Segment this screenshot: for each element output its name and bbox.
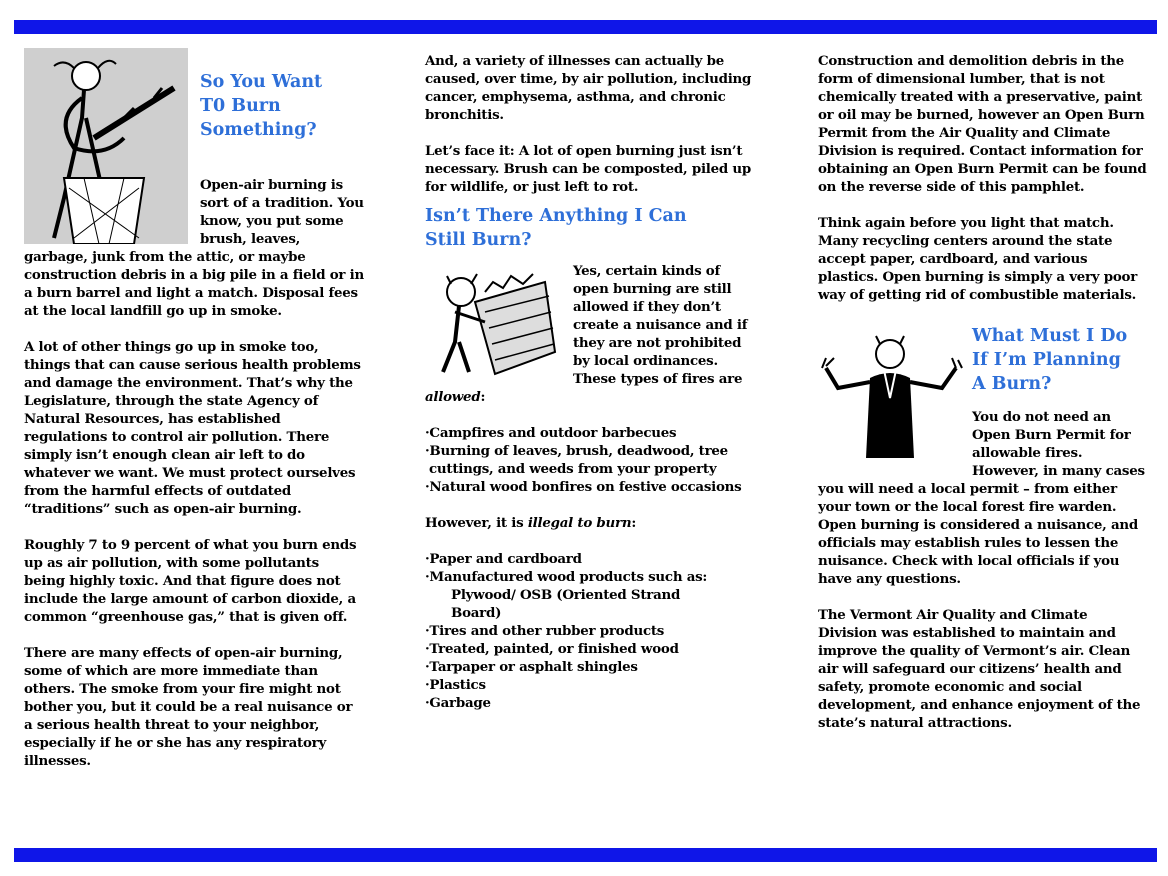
paragraph: You do not need an Open Burn Permit for allowable fires. However, in many cases you will need a local permit – from either your town or the local forest fire warden. Open burning is considered a nuisance, and officials may establish rules to lessen the nuisance. Check with local officials if you have any questions.: [818, 409, 1145, 587]
paragraph: Construction and demolition debris in the form of dimensional lumber, that is not chemically treated with a preservative, paint or oil may be burned, however an Open Burn Permit from the Air Quality and Climate Division is required. Contact information for obtaining an Open Burn Permit can be found on the reverse side of this pamphlet.: [818, 53, 1147, 195]
heading-line: Still Burn?: [425, 230, 532, 250]
paragraph: Roughly 7 to 9 percent of what you burn ends up as air pollution, with some pollutants being highly toxic. And that figure does not include the large amount of carbon dioxide, a common “greenhouse gas,” that is given off.: [24, 537, 357, 625]
heading-line: A Burn?: [972, 374, 1052, 394]
illegal-intro: [425, 514, 755, 532]
paragraph: Let’s face it: A lot of open burning just isn’t necessary. Brush can be composted, piled up for wildlife, or just left to rot.: [425, 143, 752, 195]
paragraph: A lot of other things go up in smoke too, things that can cause serious health problems and damage the environment. That’s why the Legislature, through the state Agency of Natural Resources, has established regulations to control air pollution. There simply isn’t enough clean air left to do whatever we want. We must protect ourselves from the harmful effects of outdated “traditions” such as open-air burning.: [24, 339, 361, 517]
man-with-barrel-illustration: [425, 262, 565, 380]
allowed-list: [425, 424, 755, 496]
paragraph: The Vermont Air Quality and Climate Division was established to maintain and improve the quality of Vermont’s air. Clean air will safeguard our citizens’ health and safety, promote economic and social development, and enhance enjoyment of the state’s natural attractions.: [818, 607, 1141, 731]
illegal-list: [425, 550, 755, 712]
list-item: ·Garbage: [425, 695, 491, 711]
shrugging-man-icon: [818, 328, 964, 468]
list-item: ·Natural wood bonfires on festive occasions: [425, 479, 742, 495]
heading-line: T0 Burn: [200, 96, 281, 116]
heading-line: So You Want: [200, 72, 323, 92]
text: :: [631, 515, 637, 531]
paragraph: There are many effects of open-air burning, some of which are more immediate than others. The smoke from your fire might not bother you, but it could be a real nuisance or a serious health threat to your neighbor, especially if he or she has any respiratory illnesses.: [24, 645, 353, 769]
paragraph: And, a variety of illnesses can actually be caused, over time, by air pollution, including cancer, emphysema, asthma, and chronic bronchitis.: [425, 53, 752, 123]
column-1: [24, 48, 364, 770]
column-3: [818, 52, 1148, 732]
text: Yes, certain kinds of open burning are still allowed if they don’t create a nuisance and if they are not prohibited by local ordinances. These types of fires are: [573, 263, 748, 387]
list-item: ·Tarpaper or asphalt shingles: [425, 659, 638, 675]
paragraph: Think again before you light that match. Many recycling centers around the state accept paper, cardboard, and various plastics. Open burning is simply a very poor way of getting rid of combustible materials.: [818, 215, 1138, 303]
bottom-blue-bar: [14, 848, 1157, 862]
column-2: [425, 52, 755, 712]
list-item: ·Campfires and outdoor barbecues: [425, 425, 677, 441]
shrugging-man-illustration: [818, 328, 964, 468]
man-with-barrel-icon: [425, 262, 565, 380]
heading-line: Something?: [200, 120, 317, 140]
emphasis: allowed: [425, 389, 481, 405]
list-item: ·Paper and cardboard: [425, 551, 582, 567]
man-holding-branch-icon: [24, 48, 188, 244]
list-item: ·Manufactured wood products such as:: [425, 569, 708, 585]
section-heading-still-burn: [425, 204, 755, 252]
list-subitem: Plywood/ OSB (Oriented Strand Board): [451, 587, 681, 621]
text: :: [480, 389, 486, 405]
list-item: ·Burning of leaves, brush, deadwood, tree cuttings, and weeds from your property: [425, 443, 728, 477]
heading-line: What Must I Do: [972, 326, 1128, 346]
list-item: ·Plastics: [425, 677, 486, 693]
list-item: ·Treated, painted, or finished wood: [425, 641, 679, 657]
paragraph: Open-air burning is sort of a tradition. You know, you put some brush, leaves, garbage, junk from the attic, or maybe construction debris in a big pile in a field or in a burn barrel and light a match. Disposal fees at the local landfill go up in smoke.: [24, 177, 364, 319]
heading-line: If I’m Planning: [972, 350, 1121, 370]
man-with-stick-illustration: [24, 48, 188, 244]
text: However, it is: [425, 515, 528, 531]
top-blue-bar: [14, 20, 1157, 34]
list-item: ·Tires and other rubber products: [425, 623, 665, 639]
emphasis: illegal to burn: [527, 515, 632, 531]
heading-line: Isn’t There Anything I Can: [425, 206, 687, 226]
